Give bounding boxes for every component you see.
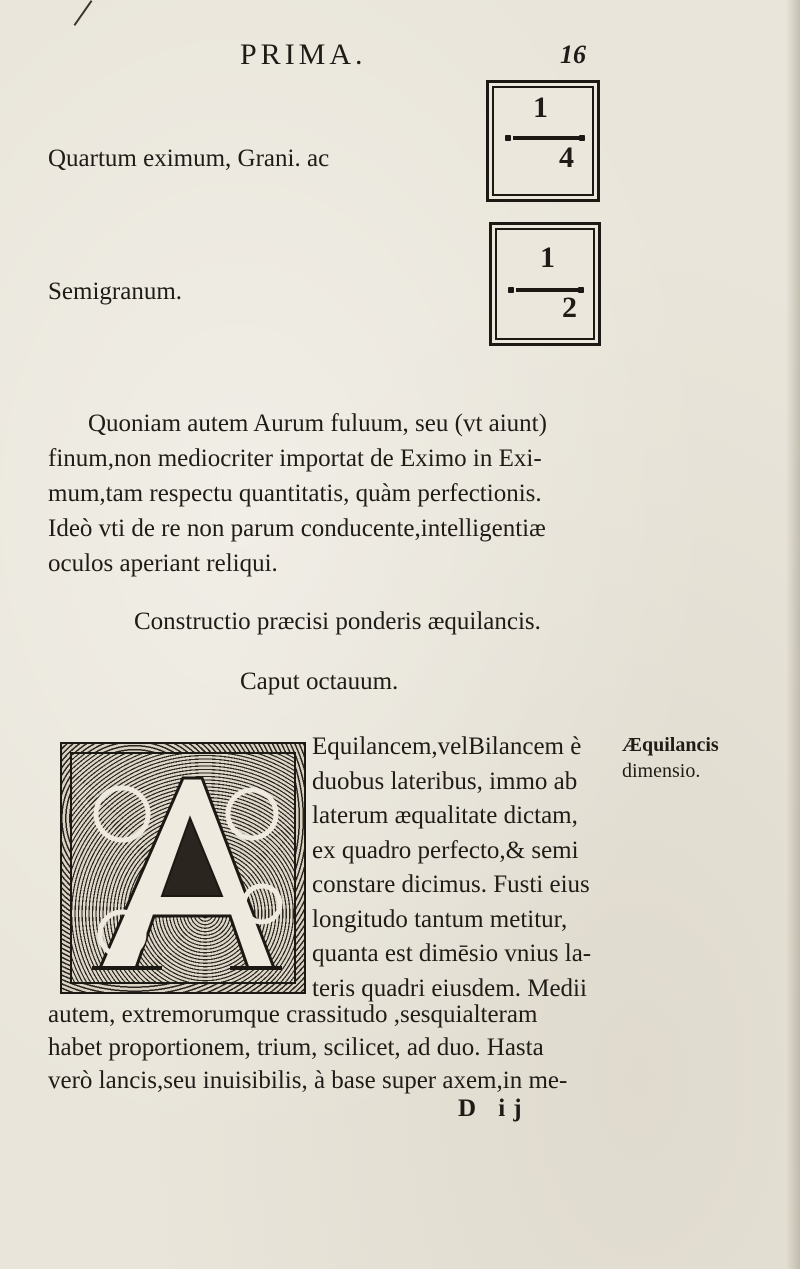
fraction-dot [578, 287, 584, 293]
decorated-initial [60, 742, 306, 994]
text-line: habet proportionem, trium, scilicet, ad duo. Hasta [48, 1034, 544, 1061]
text-line: Equilancem,velBilancem è [312, 733, 582, 760]
text-line: mum,tam respectu quantitatis, quàm perfectionis. [48, 480, 542, 507]
text-line: Quoniam autem Aurum fuluum, seu (vt aiunt) [88, 410, 547, 437]
text-line: verò lancis,seu inuisibilis, à base super axem,in me- [48, 1067, 568, 1094]
fraction-denominator: 4 [559, 141, 574, 174]
fraction-numerator: 1 [533, 91, 548, 124]
fraction-label-half: Semigranum. [48, 278, 183, 305]
continued-text-block [48, 998, 648, 1097]
chapter-title: Constructio præcisi ponderis æquilancis. [134, 608, 541, 635]
text-line: oculos aperiant reliqui. [48, 550, 278, 577]
fraction-numerator: 1 [540, 241, 555, 274]
text-line: laterum æqualitate dictam, [312, 802, 578, 829]
text-line: finum,non mediocriter importat de Eximo in Exi- [48, 445, 542, 472]
margin-note-line: dimensio. [622, 760, 701, 782]
fraction-label-quarter: Quartum eximum, Grani. ac [48, 145, 330, 172]
fraction-box-quarter [486, 80, 600, 202]
margin-note-line: Æquilancis [622, 734, 719, 756]
text-line: duobus lateribus, immo ab [312, 767, 578, 795]
fraction-dot [508, 287, 514, 293]
initial-letter-a [62, 744, 304, 992]
signature-mark: D ij [458, 1095, 530, 1122]
page-edge-shadow [786, 0, 800, 1269]
text-line: Ideò vti de re non parum conducente,intelligentiæ [48, 515, 546, 542]
margin-note [622, 732, 719, 784]
fraction-box-half [489, 222, 601, 346]
fraction-denominator: 2 [562, 291, 577, 324]
text-line: constare dicimus. Fusti eius [312, 871, 590, 898]
text-line: quanta est dimēsio vnius la- [312, 940, 592, 967]
text-line: ex quadro perfecto,& semi [312, 836, 579, 864]
text-line: teris quadri eiusdem. Medii [312, 974, 587, 1002]
paragraph-aurum [48, 406, 628, 581]
text-line: longitudo tantum metitur, [312, 905, 568, 933]
ink-mark [74, 0, 93, 26]
chapter-number: Caput octauum. [240, 668, 399, 695]
wrapped-text-block [312, 730, 642, 1006]
text-line: autem, extremorumque crassitudo ,sesquialteram [48, 1001, 538, 1028]
fraction-dot [505, 135, 511, 141]
fraction-bar [513, 136, 579, 140]
running-head: PRIMA. [240, 38, 367, 71]
fraction-dot [579, 135, 585, 141]
folio-number: 16 [560, 40, 586, 69]
